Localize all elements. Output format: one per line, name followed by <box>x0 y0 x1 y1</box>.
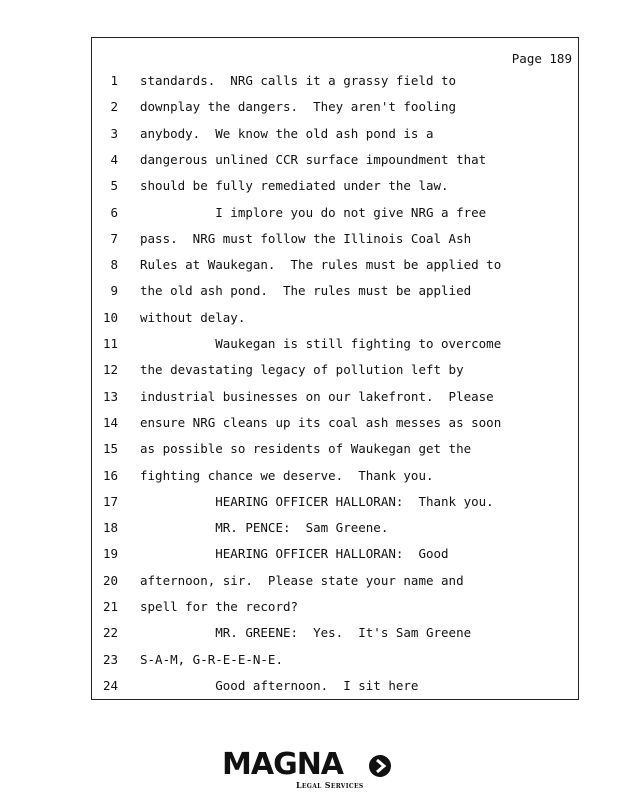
line-text: anybody. We know the old ash pond is a <box>140 125 434 141</box>
line-text: should be fully remediated under the law. <box>140 178 449 194</box>
transcript-line <box>92 230 578 248</box>
line-number: 15 <box>102 441 118 457</box>
line-text: Good afternoon. I sit here <box>140 677 419 693</box>
transcript-line <box>92 440 578 458</box>
transcript-page <box>91 37 579 700</box>
transcript-line <box>92 72 578 90</box>
transcript-line <box>92 519 578 537</box>
line-number: 16 <box>102 467 118 483</box>
line-text: dangerous unlined CCR surface impoundment that <box>140 151 487 167</box>
transcript-line <box>92 282 578 300</box>
transcript-line <box>92 598 578 616</box>
transcript-line <box>92 414 578 432</box>
line-text: spell for the record? <box>140 599 299 614</box>
line-number: 13 <box>102 388 118 404</box>
transcript-line <box>92 177 578 195</box>
line-number: 12 <box>102 362 118 378</box>
line-number: 24 <box>102 677 118 693</box>
line-number: 9 <box>110 283 118 299</box>
transcript-line <box>92 651 578 669</box>
transcript-line <box>92 624 578 642</box>
line-text: as possible so residents of Waukegan get the <box>140 441 472 457</box>
transcript-line <box>92 335 578 353</box>
transcript-line <box>92 98 578 116</box>
magna-logo <box>222 748 397 792</box>
line-text: Rules at Waukegan. The rules must be applied to <box>140 257 502 273</box>
chevron-right-circle-icon <box>369 755 391 777</box>
line-text: HEARING OFFICER HALLORAN: Good <box>140 546 449 562</box>
line-number: 1 <box>110 73 118 88</box>
line-text: downplay the dangers. They aren't fooling <box>140 99 457 115</box>
line-text: industrial businesses on our lakefront. Please <box>140 388 494 404</box>
line-number: 17 <box>102 493 118 509</box>
line-number: 19 <box>102 546 118 562</box>
transcript-line <box>92 125 578 143</box>
page-number: Page 189 <box>511 51 572 66</box>
transcript-line <box>92 309 578 327</box>
transcript-line <box>92 151 578 169</box>
transcript-line <box>92 545 578 563</box>
transcript-line <box>92 361 578 379</box>
line-text: ensure NRG cleans up its coal ash messes as soon <box>140 414 502 430</box>
line-number: 18 <box>102 520 118 536</box>
line-text: without delay. <box>140 309 246 325</box>
line-text: the old ash pond. The rules must be applied <box>140 283 472 299</box>
line-text: standards. NRG calls it a grassy field to <box>140 73 457 88</box>
line-number: 3 <box>110 125 118 141</box>
line-text: the devastating legacy of pollution left by <box>140 362 464 378</box>
line-number: 10 <box>102 309 118 325</box>
line-text: S-A-M, G-R-E-E-N-E. <box>140 651 283 667</box>
transcript-line <box>92 677 578 695</box>
line-number: 21 <box>102 599 118 614</box>
line-text: HEARING OFFICER HALLORAN: Thank you. <box>140 493 494 509</box>
line-number: 4 <box>110 151 118 167</box>
line-number: 11 <box>102 336 118 351</box>
line-text: I implore you do not give NRG a free <box>140 204 487 220</box>
transcript-line <box>92 204 578 222</box>
transcript-line <box>92 388 578 406</box>
line-text: afternoon, sir. Please state your name and <box>140 572 464 588</box>
transcript-line <box>92 493 578 511</box>
line-number: 7 <box>110 230 118 246</box>
line-text: Waukegan is still fighting to overcome <box>140 336 502 351</box>
line-number: 2 <box>110 99 118 115</box>
line-text: pass. NRG must follow the Illinois Coal Ash <box>140 230 472 246</box>
line-number: 6 <box>110 204 118 220</box>
logo-subtitle: Legal Services <box>296 780 364 790</box>
transcript-line <box>92 467 578 485</box>
line-number: 23 <box>102 651 118 667</box>
line-number: 22 <box>102 625 118 641</box>
line-number: 8 <box>110 257 118 273</box>
logo-wordmark: MAGNA <box>222 747 344 782</box>
line-number: 20 <box>102 572 118 588</box>
transcript-line <box>92 256 578 274</box>
line-number: 14 <box>102 414 118 430</box>
line-text: fighting chance we deserve. Thank you. <box>140 467 434 483</box>
line-text: MR. GREENE: Yes. It's Sam Greene <box>140 625 472 641</box>
line-number: 5 <box>110 178 118 194</box>
line-text: MR. PENCE: Sam Greene. <box>140 520 389 536</box>
transcript-line <box>92 572 578 590</box>
